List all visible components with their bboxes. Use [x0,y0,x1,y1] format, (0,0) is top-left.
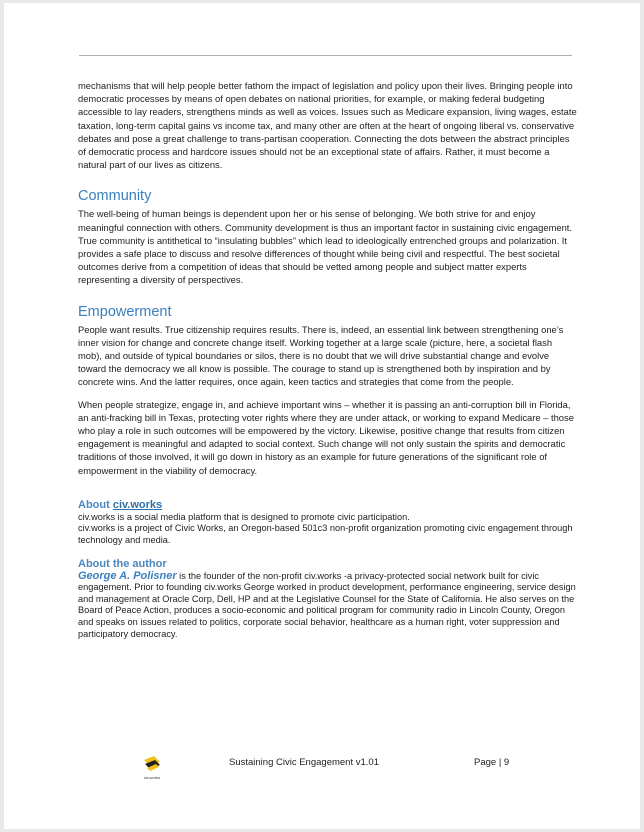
intro-paragraph: mechanisms that will help people better fathom the impact of legislation and policy upon their lives. Bringing people into democratic processes by means of open debates on national priorities, for example, or making federal budgeting accessible to lay readers, strengthens minds as well as voices. Issues such as Medicare expansion, living wages, estate taxation, long-term capital gains vs income tax, and many other are often at the heart of ongoing liberal vs. conservative debates and pose a great challenge to trans-partisan cooperation. Connecting the dots between the abstract principles of democratic process and hardcore issues should not be an exceptional state of affairs. Rather, it must become a natural part of our lives as citizens. [78,80,577,171]
empowerment-paragraph-1: People want results. True citizenship requires results. There is, indeed, an essential link between strengthening one’s inner vision for change and concrete change itself. Working together at a large scale (picture, here, a societal flash mob), and outside of typical boundaries or silos, there is no doubt that we will drive substantial change and evolve toward the democracy we all know is possible. The courage to stand up is strengthened both by inspiration and by concrete wins. And the latter requires, once again, keen tactics and strategies that come from the people. [78,323,564,388]
about-civworks-heading [78,499,578,512]
about-author-heading: About the author [78,557,167,570]
footer-page-number: Page | 9 [474,757,510,768]
about-civworks-line-1: civ.works is a social media platform that is designed to promote civic participation. [78,511,410,522]
page-content [78,79,578,640]
civworks-logo-icon [141,753,163,775]
document-page [4,3,640,829]
author-bio-text: is the founder of the non-profit civ.works -a privacy-protected social network built for civic engagement. Prior to founding civ.works George worked in product development, performance engineering, service design and management at Oracle Corp, Dell, HP and at the Legislative Counsel for the State of California. He also serves on the Board of Peace Action, produces a socio-economic and political program for community radio in Lincoln County, Oregon and speaks on issues related to politics, corporate social behavior, healthcare as a human right, voter suppression and participatory democracy. [78,570,576,639]
header-rule [79,55,572,56]
community-paragraph: The well-being of human beings is dependent upon her or his sense of belonging. We both strive for and enjoy meaningful connection with others. Community development is thus an important factor in sustaining civic engagement. True community is antithetical to “insulating bubbles” which lead to ideologically entrenched groups and polarization. It provides a safe place to discuss and resolve differences of thought while being civil and respectful. The best societal outcomes derive from a competition of ideas that should be vetted among people and subject matter experts representing a diversity of perspectives. [78,208,573,286]
about-civworks-heading-prefix: About [78,498,113,511]
footer-title: Sustaining Civic Engagement v1.01 [229,757,379,768]
author-name: George A. Polisner [78,569,177,582]
about-civworks-line-2: civ.works is a project of Civic Works, an Oregon-based 501c3 non-profit organization promoting civic engagement through technology and media. [78,523,573,546]
author-bio [78,571,578,641]
community-heading: Community [78,188,152,205]
civworks-link[interactable]: civ.works [112,498,163,511]
footer-logo-text: civ.works [143,775,161,780]
empowerment-heading: Empowerment [78,303,172,320]
empowerment-paragraph-2: When people strategize, engage in, and achieve important wins – whether it is passing an anti-corruption bill in Florida, an anti-fracking bill in Texas, protecting voter rights where they are under attack, or working to expand Medicare – those who play a role in such outcomes will be empowered by the victory. Likewise, positive change that results from citizen engagement is meaningful and adapted to social context. Such change will not only sustain the spirits and democratic traditions of those involved, it will go down in history as an example for future generations of the significant role of empowerment in the viability of democracy. [78,398,574,476]
